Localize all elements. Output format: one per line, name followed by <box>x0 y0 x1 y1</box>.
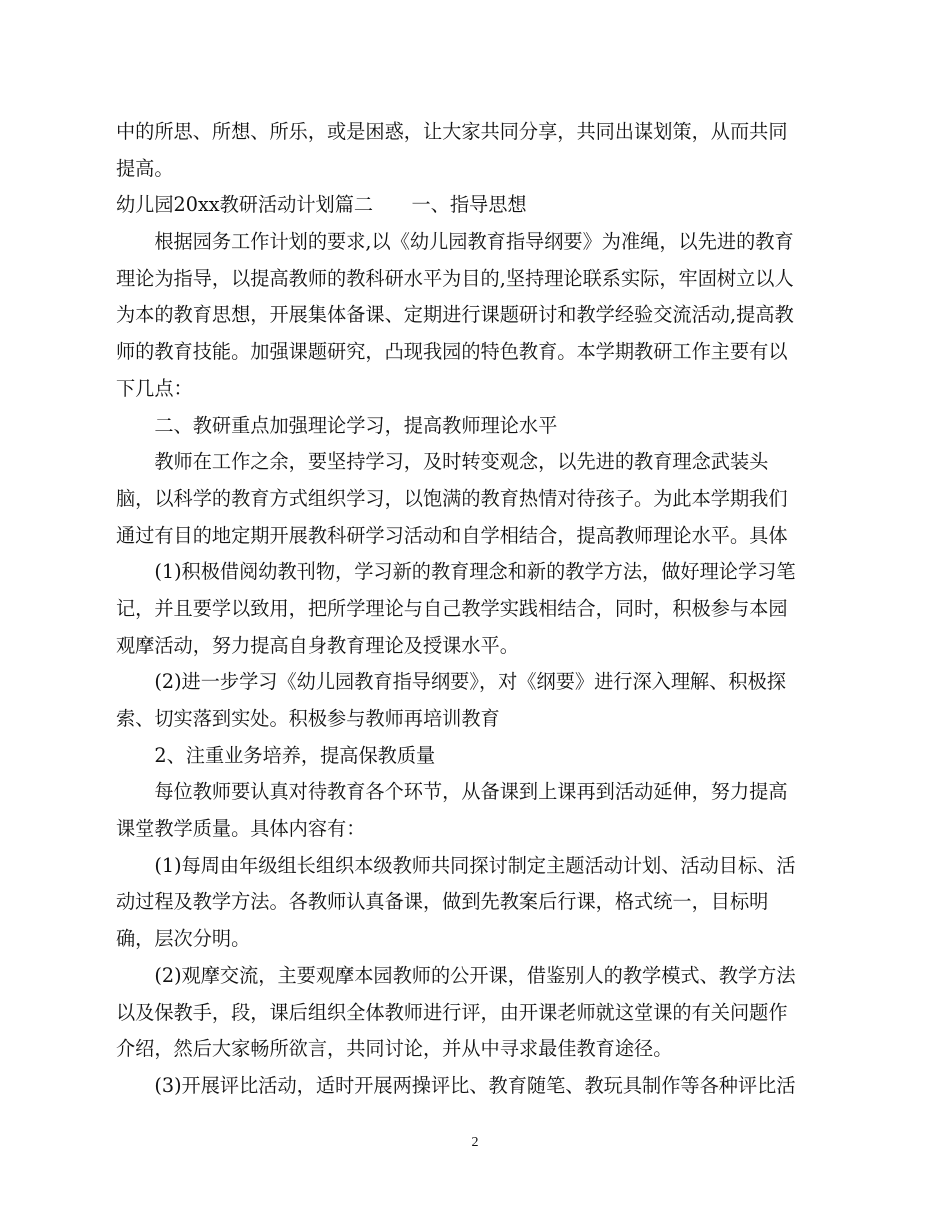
text-line: 理论为指导，以提高教师的教科研水平为目的,坚持理论联系实际，牢固树立以人 <box>116 266 794 290</box>
text-line: 中的所思、所想、所乐，或是困惑，让大家共同分享，共同出谋划策，从而共同 <box>116 120 788 143</box>
text-line: (2)进一步学习《幼儿园教育指导纲要》，对《纲要》进行深入理解、积极探 <box>116 670 786 694</box>
text-line: 索、切实落到实处。积极参与教师再培训教育 <box>116 707 500 730</box>
text-line: 课堂教学质量。具体内容有： <box>116 817 366 841</box>
section-heading-line: 二、教研重点加强理论学习，提高教师理论水平 <box>116 413 558 437</box>
text-line: 通过有目的地定期开展教科研学习活动和自学相结合，提高教师理论水平。具体 <box>116 523 788 547</box>
text-line: (1)每周由年级组长组织本级教师共同探讨制定主题活动计划、活动目标、活 <box>116 853 796 877</box>
text-line: 记，并且要学以致用，把所学理论与自己教学实践相结合，同时，积极参与本园 <box>116 596 788 620</box>
text-line: 以及保教手，段，课后组织全体教师进行评，由开课老师就这堂课的有关问题作 <box>116 1000 788 1024</box>
body-text <box>116 114 816 1105</box>
text-line: 观摩活动，努力提高自身教育理论及授课水平。 <box>116 633 519 657</box>
text-line: 脑，以科学的教育方式组织学习，以饱满的教育热情对待孩子。为此本学期我们 <box>116 486 788 510</box>
text-line: 每位教师要认真对待教育各个环节，从备课到上课再到活动延伸，努力提高 <box>116 780 788 804</box>
section-heading-line: 幼儿园20xx教研活动计划篇二 一、指导思想 <box>116 193 527 217</box>
text-line: (2)观摩交流，主要观摩本园教师的公开课，借鉴别人的教学模式、教学方法 <box>116 963 796 987</box>
text-line: 介绍，然后大家畅所欲言，共同讨论，并从中寻求最佳教育途径。 <box>116 1037 673 1061</box>
text-line: 根据园务工作计划的要求,以《幼儿园教育指导纲要》为准绳，以先进的教育 <box>116 230 794 254</box>
text-line: 教师在工作之余，要坚持学习，及时转变观念，以先进的教育理念武装头 <box>116 450 769 474</box>
text-line: 动过程及教学方法。各教师认真备课，做到先教案后行课，格式统一，目标明 <box>116 890 769 914</box>
text-line: 确，层次分明。 <box>116 927 251 951</box>
text-line: 提高。 <box>116 156 174 180</box>
text-line: 为本的教育思想，开展集体备课、定期进行课题研讨和教学经验交流活动,提高教 <box>116 303 794 327</box>
page-number: 2 <box>471 1135 479 1150</box>
text-line: 下几点： <box>116 376 193 400</box>
text-line: (1)积极借阅幼教刊物，学习新的教育理念和新的教学方法，做好理论学习笔 <box>116 560 796 584</box>
text-line: 师的教育技能。加强课题研究，凸现我园的特色教育。本学期教研工作主要有以 <box>116 340 788 364</box>
text-line: (3)开展评比活动，适时开展两操评比、教育随笔、教玩具制作等各种评比活 <box>116 1073 796 1097</box>
section-heading-line: 2、注重业务培养，提高保教质量 <box>116 743 436 767</box>
